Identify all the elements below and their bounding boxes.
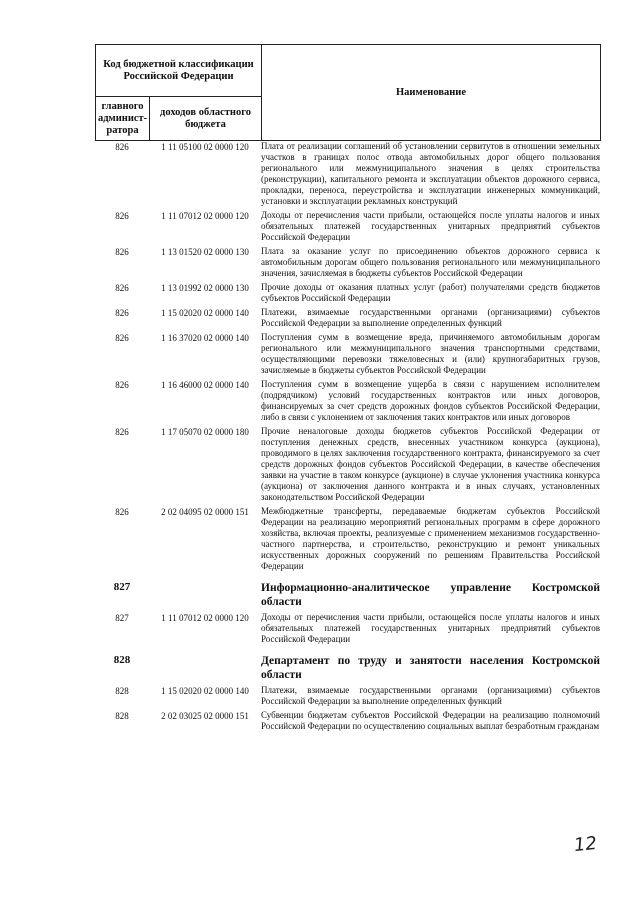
table-row (95, 141, 600, 207)
admin-code-cell: 828 (113, 654, 131, 666)
table-body (95, 141, 600, 732)
table-row (95, 710, 600, 732)
header-admin-column: главного админист-ратора (96, 97, 150, 141)
admin-code-cell: 828 (115, 686, 129, 696)
name-cell: Плата от реализации соглашений об установлении сервитутов в отношении земельных участков в границах полос отвода автомобильных дорог общего пользования регионального или межмуниципального значения в целях строительства (реконструкции), капитального ремонта и эксплуатации объектов дорожного сервиса, прокладки, переноса, переустройства и эксплуатации инженерных коммуникаций, установки и эксплуатации рекламных конструкций (261, 141, 600, 206)
table-row (95, 210, 600, 243)
administrator-row (95, 651, 600, 682)
admin-code-cell: 826 (115, 283, 129, 293)
name-cell: Прочие доходы от оказания платных услуг (работ) получателями средств бюджетов субъектов Российской Федерации (261, 282, 600, 303)
table-header (95, 44, 601, 141)
admin-code-cell: 826 (115, 308, 129, 318)
income-code-cell: 1 11 07012 02 0000 120 (161, 211, 249, 221)
income-code-cell: 1 16 37020 02 0000 140 (161, 333, 249, 343)
administrator-row (95, 578, 600, 609)
administrator-name-cell: Информационно-аналитическое управление Костромской области (261, 582, 600, 608)
name-cell: Межбюджетные трансферты, передаваемые бюджетам субъектов Российской Федерации на реализацию мероприятий региональных программ в сфере дорожного хозяйства, включая проекты, реализуемые с применением механизмов государственно-частного партнерства, и строительство, реконструкцию и ремонт уникальных искусственных дорожных сооружений по решениям Правительства Российской Федерации (261, 506, 600, 571)
income-code-cell: 1 17 05070 02 0000 180 (161, 427, 249, 437)
admin-code-cell: 827 (115, 613, 129, 623)
name-cell: Поступления сумм в возмещение вреда, причиняемого автомобильным дорогам регионального или межмуниципального значения транспортными средствами, осуществляющими перевозки тяжеловесных и (или) крупногабаритных грузов, зачисляемые в бюджеты субъектов Российской Федерации (261, 332, 600, 375)
table-row (95, 685, 600, 707)
income-code-cell: 2 02 04095 02 0000 151 (161, 507, 249, 517)
name-cell: Платежи, взимаемые государственными органами (организациями) субъектов Российской Федерации за выполнение определенных функций (261, 685, 600, 706)
table-row (95, 379, 600, 423)
income-code-cell: 1 15 02020 02 0000 140 (161, 308, 249, 318)
name-cell: Субвенции бюджетам субъектов Российской Федерации на реализацию полномочий Российской Федерации по осуществлению социальных выплат безработным гражданам (261, 710, 600, 731)
admin-code-cell: 826 (115, 247, 129, 257)
table-row (95, 612, 600, 645)
table-row (95, 307, 600, 329)
admin-code-cell: 827 (113, 581, 131, 593)
name-cell: Доходы от перечисления части прибыли, остающейся после уплаты налогов и иных обязательных платежей государственных унитарных предприятий субъектов Российской Федерации (261, 210, 600, 242)
admin-code-cell: 826 (115, 333, 129, 343)
income-code-cell: 1 11 05100 02 0000 120 (161, 142, 249, 152)
header-name: Наименование (262, 45, 601, 141)
admin-code-cell: 826 (115, 427, 129, 437)
admin-code-cell: 826 (115, 380, 129, 390)
table-row (95, 506, 600, 572)
name-cell: Поступления сумм в возмещение ущерба в связи с нарушением исполнителем (подрядчиком) условий государственных контрактов или иных договоров, финансируемых за счет средств дорожных фондов субъектов Российской Федерации, либо в связи с уклонением от заключения таких контрактов или иных договоров (261, 379, 600, 422)
name-cell: Доходы от перечисления части прибыли, остающейся после уплаты налогов и иных обязательных платежей государственных унитарных предприятий субъектов Российской Федерации (261, 612, 600, 644)
admin-code-cell: 828 (115, 711, 129, 721)
income-code-cell: 2 02 03025 02 0000 151 (161, 711, 249, 721)
income-code-cell: 1 16 46000 02 0000 140 (161, 380, 249, 390)
income-code-cell: 1 13 01992 02 0000 130 (161, 283, 249, 293)
income-code-cell: 1 13 01520 02 0000 130 (161, 247, 249, 257)
administrator-name-cell: Департамент по труду и занятости населения Костромской области (261, 655, 600, 681)
table-row (95, 282, 600, 304)
income-code-cell: 1 11 07012 02 0000 120 (161, 613, 249, 623)
document-page (95, 44, 600, 732)
table-row (95, 246, 600, 279)
admin-code-cell: 826 (115, 142, 129, 152)
income-code-cell (149, 651, 261, 682)
table-row (95, 332, 600, 376)
income-code-cell: 1 15 02020 02 0000 140 (161, 686, 249, 696)
page-number: 12 (572, 832, 598, 857)
admin-code-cell: 826 (115, 211, 129, 221)
name-cell: Плата за оказание услуг по присоединению объектов дорожного сервиса к автомобильным дорогам общего пользования регионального или межмуниципального значения, зачисляемая в бюджеты субъектов Российской Федерации (261, 246, 600, 278)
admin-code-cell: 826 (115, 507, 129, 517)
header-code-group: Код бюджетной классификации Российской Федерации (96, 45, 262, 97)
income-code-cell (149, 578, 261, 609)
header-income-column: доходов областного бюджета (150, 97, 262, 141)
table-row (95, 426, 600, 503)
name-cell: Платежи, взимаемые государственными органами (организациями) субъектов Российской Федерации за выполнение определенных функций (261, 307, 600, 328)
name-cell: Прочие неналоговые доходы бюджетов субъектов Российской Федерации от поступления денежных средств, внесенных участником конкурса (аукциона), проводимого в целях заключения государственного контракта, финансируемого за счет средств дорожных фондов субъектов Российской Федерации, в качестве обеспечения заявки на участие в таком конкурсе (аукционе) в случае уклонения участника конкурса (аукциона) от заключения данного контракта и в иных случаях, установленных законодательством Российской Федерации (261, 426, 600, 502)
